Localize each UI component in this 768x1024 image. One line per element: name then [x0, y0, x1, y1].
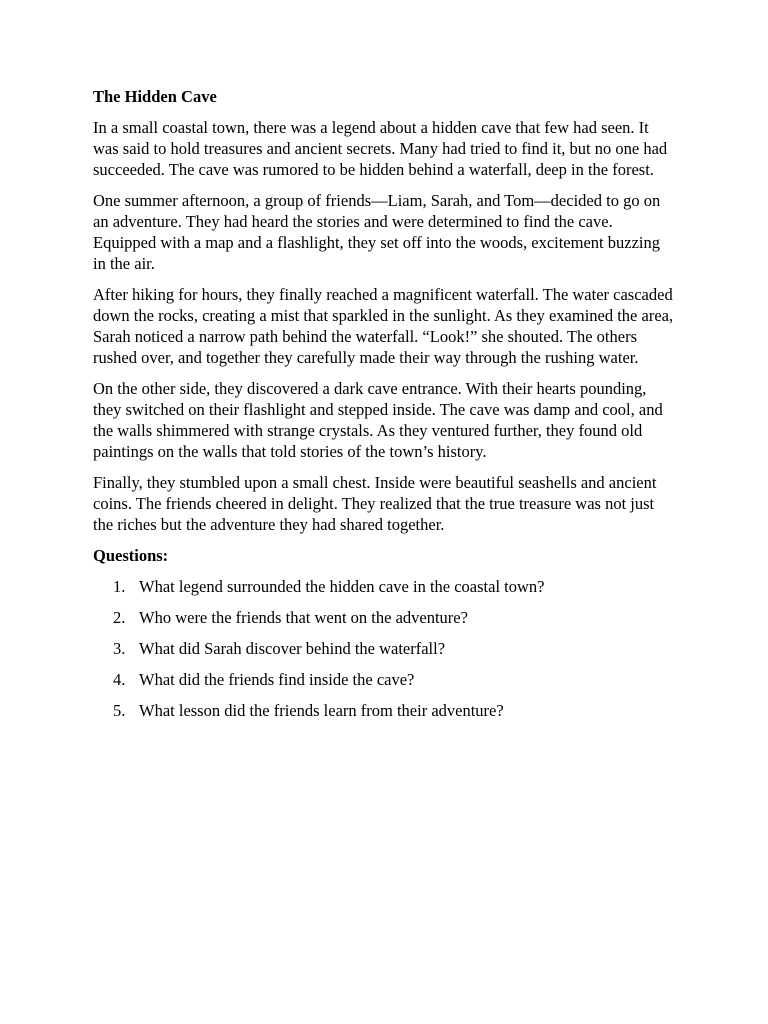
question-item-1: [93, 576, 675, 597]
question-text: What lesson did the friends learn from their adventure?: [139, 701, 504, 720]
story-paragraph-1: In a small coastal town, there was a legend about a hidden cave that few had seen. It was said to hold treasures and ancient secrets. Many had tried to find it, but no one had succeeded. The cave was rumored to be hidden behind a waterfall, deep in the forest.: [93, 118, 668, 179]
question-number: 2.: [113, 608, 126, 627]
document-title: The Hidden Cave: [93, 87, 217, 106]
question-number: 3.: [113, 639, 126, 658]
question-number: 1.: [113, 577, 126, 596]
question-number: 4.: [113, 670, 126, 689]
story-paragraph-5: Finally, they stumbled upon a small chest. Inside were beautiful seashells and ancient coins. The friends cheered in delight. They realized that the true treasure was not just the riches but the adventure they had shared together.: [93, 473, 657, 534]
question-text: Who were the friends that went on the adventure?: [139, 608, 468, 627]
questions-list: [93, 576, 675, 721]
question-item-2: [93, 607, 675, 628]
question-text: What did the friends find inside the cave?: [139, 670, 415, 689]
question-number: 5.: [113, 701, 126, 720]
story-paragraph-4: On the other side, they discovered a dark cave entrance. With their hearts pounding, they switched on their flashlight and stepped inside. The cave was damp and cool, and the walls shimmered with strange crystals. As they ventured further, they found old paintings on the walls that told stories of the town’s history.: [93, 379, 663, 461]
story-paragraph-3: After hiking for hours, they finally reached a magnificent waterfall. The water cascaded down the rocks, creating a mist that sparkled in the sunlight. As they examined the area, Sarah noticed a narrow path behind the waterfall. “Look!” she shouted. The others rushed over, and together they carefully made their way through the rushing water.: [93, 285, 674, 367]
questions-heading: Questions:: [93, 546, 169, 565]
question-text: What did Sarah discover behind the waterfall?: [139, 639, 446, 658]
question-item-4: [93, 669, 675, 690]
question-item-3: [93, 638, 675, 659]
question-text: What legend surrounded the hidden cave in the coastal town?: [139, 577, 545, 596]
question-item-5: [93, 700, 675, 721]
story-paragraph-2: One summer afternoon, a group of friends—Liam, Sarah, and Tom—decided to go on an adventure. They had heard the stories and were determined to find the cave. Equipped with a map and a flashlight, they set off into the woods, excitement buzzing in the air.: [93, 191, 661, 273]
